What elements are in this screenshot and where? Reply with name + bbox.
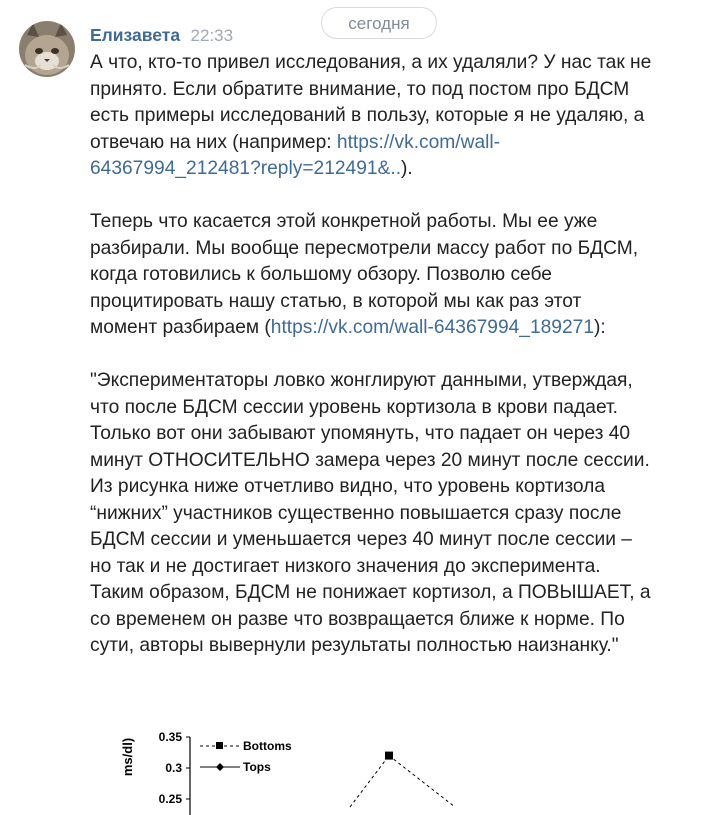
text-line: со временем он разве что возвращается ближе к норме. По [90, 608, 625, 630]
series-bottoms-point [385, 752, 393, 760]
reply-link-continued[interactable]: 64367994_212481?reply=212491&.. [90, 158, 402, 179]
article-link[interactable]: https://vk.com/wall-64367994_189271 [270, 317, 594, 338]
y-axis-label: ms/dl) [120, 737, 135, 777]
text-span: отвечаю на них (например: [90, 131, 337, 153]
avatar[interactable] [19, 21, 75, 77]
paragraph-1 [90, 50, 690, 183]
paragraph-2 [90, 209, 690, 342]
legend-label-bottoms: Bottoms [243, 739, 292, 753]
text-line: Таким образом, БДСМ не понижает кортизол, а ПОВЫШАЕТ, а [90, 582, 651, 603]
chart-svg [110, 725, 490, 815]
author-name[interactable]: Елизавета [90, 25, 181, 45]
text-line: что после БДСМ сессии уровень кортизола в крови падает. [90, 396, 618, 418]
legend-label-tops: Tops [243, 760, 271, 774]
paragraph-3-quote [90, 368, 690, 660]
message-body [90, 50, 690, 686]
text-line [90, 156, 690, 183]
text-line: Теперь что касается этой конкретной работы. Мы ее уже [90, 211, 598, 232]
legend-marker-square [216, 742, 223, 749]
text-line: разбирали. Мы вообще пересмотрели массу работ по БДСМ, [90, 237, 639, 259]
legend-marker-diamond [216, 763, 224, 771]
text-line: "Экспериментаторы ловко жонглируют данными, утверждая, [90, 370, 633, 391]
reply-link[interactable]: https://vk.com/wall- [336, 131, 501, 153]
text-line: БДСМ сессии и уменьшается через 40 минут после сессии – [90, 529, 632, 550]
text-line: минут ОТНОСИТЕЛЬНО замера через 20 минут после сессии. [90, 449, 650, 471]
legend [200, 739, 292, 774]
text-span: момент разбираем ( [90, 317, 271, 338]
text-line: А что, кто-то привел исследования, а их удаляли? У нас так не [90, 52, 652, 73]
text-line: когда готовились к большому обзору. Позволю себе [90, 264, 552, 285]
lynx-avatar-image [19, 21, 75, 77]
text-line: сути, авторы вывернули результаты полностью наизнанку." [90, 635, 619, 656]
text-span: ). [401, 158, 413, 179]
text-line: Из рисунка ниже отчетливо видно, что уровень кортизола [90, 476, 606, 497]
text-line: “нижних” участников существенно повышается сразу после [90, 502, 622, 524]
message-time: 22:33 [190, 26, 234, 45]
text-line: процитировать нашу статью, в которой мы как раз этот [90, 290, 582, 312]
text-line: но так и не достигает низкого значения до эксперимента. [90, 555, 601, 577]
message-header [90, 25, 233, 46]
y-tick-label: 0.25 [158, 792, 182, 806]
text-line: принято. Если обратите внимание, то под постом про БДСМ [90, 78, 630, 100]
text-line: есть примеры исследований в пользу, которые я не удаляю, а [90, 105, 645, 126]
y-tick-label: 0.3 [165, 761, 182, 775]
y-tick-label: 0.35 [158, 730, 182, 744]
text-line [90, 130, 690, 157]
series-bottoms-line [389, 756, 455, 807]
text-line: Только вот они забывают упомянуть, что падает он через 40 [90, 423, 631, 444]
text-span: ): [594, 317, 606, 338]
series-bottoms-line [350, 756, 389, 807]
cortisol-chart-image[interactable] [110, 725, 490, 815]
text-line [90, 315, 690, 342]
date-divider: сегодня [321, 7, 437, 39]
